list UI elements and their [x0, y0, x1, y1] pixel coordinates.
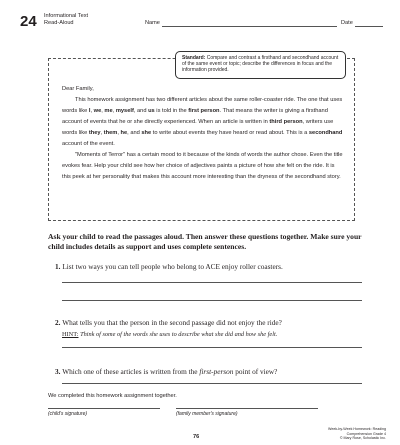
answer-line[interactable]	[62, 282, 362, 283]
text: ,	[100, 130, 104, 136]
text: ,	[90, 108, 94, 114]
date-label: Date	[341, 20, 353, 26]
completion-statement: We completed this homework assignment together.	[48, 393, 177, 399]
credit-line-1: Week-by-Week Homework: Reading Comprehension Grade 4	[328, 427, 386, 436]
credit-line-2: © Mary Rose, Scholastic Inc.	[339, 436, 386, 441]
text: to write about events they have heard or read about. This is a	[151, 130, 309, 136]
answer-line[interactable]	[62, 347, 362, 348]
standard-text: Compare and contrast a firsthand and secondhand account of the same event or topic; describe the differences in focus and the information provided.	[182, 55, 339, 74]
keyword: she	[141, 130, 152, 136]
text: ,	[112, 108, 116, 114]
text: Which one of these articles is written from the	[62, 367, 200, 376]
question-2	[55, 318, 282, 327]
standard-box	[175, 51, 346, 79]
section-label	[44, 13, 88, 26]
question-text	[62, 367, 277, 376]
text: This homework assignment has two different articles about the same roller-coaster ride. The one that uses words like	[62, 97, 343, 114]
question-1	[55, 262, 283, 271]
child-signature-label: (child's signature)	[48, 411, 88, 417]
question-number: 1.	[55, 262, 61, 271]
section-label-line1: Informational Text	[44, 13, 89, 19]
text: account of the event.	[62, 141, 115, 147]
keyword: I	[88, 108, 91, 114]
keyword: he	[120, 130, 128, 136]
section-label-line2: Read-Aloud	[44, 19, 74, 26]
credit	[306, 427, 386, 441]
text: is told in the	[154, 108, 189, 114]
instructions: Ask your child to read the passages aloud. Then answer these questions together. Make sure your child includes details as support and uses complete sentences.	[48, 232, 362, 251]
question-text: List two ways you can tell people who belong to ACE enjoy roller coasters.	[62, 262, 283, 271]
text: ,	[117, 130, 121, 136]
hint-label: HINT:	[62, 331, 79, 338]
family-signature-label: (family member's signature)	[176, 411, 238, 417]
keyword: them	[103, 130, 118, 136]
date-line[interactable]	[355, 26, 383, 27]
keyword: me	[104, 108, 113, 114]
page-number: 24	[20, 13, 37, 30]
letter-paragraph-2: "Moments of Terror" has a certain mood to it because of the kinds of words the author chose. Even the title evokes fear. Help your child see how her choice of adjectives paints a picture of how she felt on the ride. It is this peek at her personality that makes this account more interesting than the dryness of the secondhand story.	[62, 152, 343, 180]
keyword: first person	[188, 108, 220, 114]
family-signature-line[interactable]	[176, 408, 318, 409]
name-label: Name	[145, 20, 160, 26]
hint	[62, 331, 277, 338]
letter-greeting: Dear Family,	[62, 86, 94, 92]
keyword: myself	[115, 108, 134, 114]
keyword: us	[148, 108, 155, 114]
text: point of view?	[233, 367, 278, 376]
child-signature-line[interactable]	[48, 408, 160, 409]
name-line[interactable]	[162, 26, 337, 27]
answer-line[interactable]	[62, 300, 362, 301]
standard-label: Standard:	[182, 55, 206, 61]
footer-page-number: 76	[193, 434, 200, 440]
question-3	[55, 367, 277, 376]
emphasis: first-person	[199, 367, 234, 376]
text: , writers use words like	[62, 119, 334, 136]
question-number: 3.	[55, 367, 61, 376]
text: ,	[101, 108, 105, 114]
letter-paragraph-1	[62, 95, 344, 150]
keyword: third person	[269, 119, 303, 125]
question-number: 2.	[55, 318, 61, 327]
answer-line[interactable]	[62, 383, 362, 384]
keyword: we	[93, 108, 102, 114]
text: . That means the writer is giving a firsthand account of events that he or she directly experienced. When an article is written in	[62, 108, 328, 125]
text: , and	[127, 130, 142, 136]
text: , and	[133, 108, 149, 114]
question-text: What tells you that the person in the second passage did not enjoy the ride?	[62, 318, 282, 327]
keyword: they	[88, 130, 101, 136]
keyword: secondhand	[308, 130, 343, 136]
family-letter	[62, 84, 344, 183]
hint-text: Think of some of the words she uses to describe what she did and how she felt.	[80, 331, 278, 338]
